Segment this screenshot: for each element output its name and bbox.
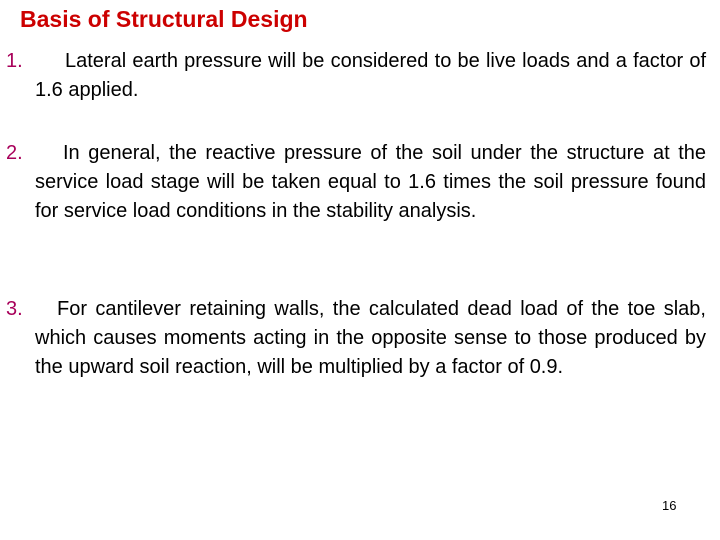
- page-number: 16: [662, 498, 677, 513]
- point-text: For cantilever retaining walls, the calculated dead load of the toe slab, which causes moments acting in the opposite sense to those produced by the upward soil reaction, will be multiplied by a factor of 0.9.: [35, 298, 706, 378]
- point-number: 2.: [6, 142, 23, 164]
- slide-title: Basis of Structural Design: [20, 6, 308, 32]
- point-number: 1.: [6, 50, 23, 72]
- point-number: 3.: [6, 298, 23, 320]
- point-text: In general, the reactive pressure of the soil under the structure at the service load stage will be taken equal to 1.6 times the soil pressure found for service load conditions in the stability analysis.: [35, 142, 706, 222]
- point-text: Lateral earth pressure will be considered to be live loads and a factor of 1.6 applied.: [35, 50, 706, 101]
